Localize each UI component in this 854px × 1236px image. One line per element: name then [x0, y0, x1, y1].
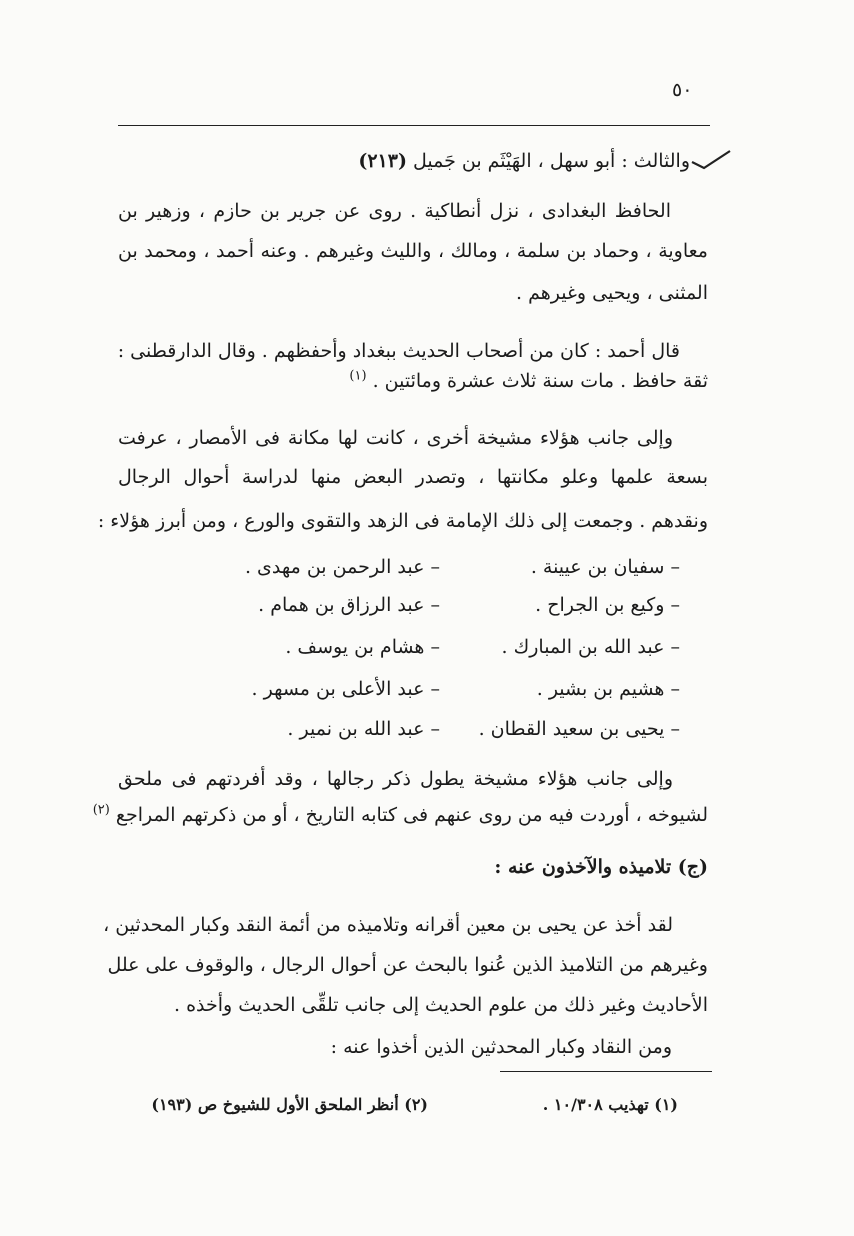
footnote-ref-1: (١) — [349, 368, 367, 384]
list-item — [150, 632, 680, 662]
paragraph-5-line-3: الأحاديث وغير ذلك من علوم الحديث إلى جانب تلقِّى الحديث وأخذه . — [173, 994, 708, 1016]
list-item-left: – عبد الرزاق بن همام . — [258, 594, 440, 616]
list-item-left: – عبد الأعلى بن مسهر . — [251, 678, 440, 700]
list-item — [150, 674, 680, 704]
paragraph-1-line-4: المثنى ، ويحيى وغيرهم . — [516, 282, 708, 304]
list-item-right: – عبد الله بن المبارك . — [501, 636, 680, 658]
list-item-right: – سفيان بن عيينة . — [530, 556, 680, 578]
page-number: ٥٠ — [672, 79, 693, 101]
list-item-right: – وكيع بن الجراح . — [535, 594, 680, 616]
footnote-rule — [500, 1071, 712, 1072]
paragraph-2-line-1: قال أحمد : كان من أصحاب الحديث ببغداد وأحفظهم . وقال الدارقطنى : — [117, 340, 680, 362]
header-rule — [118, 125, 710, 126]
list-item — [150, 714, 680, 744]
list-item-left: – عبد الرحمن بن مهدى . — [244, 556, 440, 578]
paragraph-2-text: ثقة حافظ . مات سنة ثلاث عشرة ومائتين . — [372, 370, 708, 392]
paragraph-1-line-3: معاوية ، وحماد بن سلمة ، ومالك ، والليث وغيرهم . وعنه أحمد ، ومحمد بن — [118, 240, 708, 262]
paragraph-1-lead: والثالث : أبو سهل ، الهَيْثَم بن جَميل — [412, 150, 690, 172]
paragraph-5-line-2: وغيرهم من التلاميذ الذين عُنوا بالبحث عن أحوال الرجال ، والوقوف على علل — [107, 954, 708, 976]
paragraph-4-line-2 — [92, 800, 708, 830]
footnote-2: (٢) أنظر الملحق الأول للشيوخ ص (١٩٣) — [151, 1095, 428, 1114]
list-item-right: – هشيم بن بشير . — [536, 678, 680, 700]
entry-number: (٢١٣) — [358, 150, 407, 172]
paragraph-3-line-2: بسعة علمها وعلو مكانتها ، وتصدر البعض منها لدراسة أحوال الرجال — [118, 466, 708, 488]
paragraph-1-line-1 — [120, 146, 690, 176]
paragraph-4-text: لشيوخه ، أوردت فيه من روى عنهم فى كتابه التاريخ ، أو من ذكرتهم المراجع — [115, 804, 708, 826]
footnote-1: (١) تهذيب ١٠/٣٠٨ . — [542, 1095, 678, 1114]
list-item — [150, 590, 680, 620]
section-heading: (ج) تلاميذه والآخذون عنه : — [494, 856, 708, 878]
paragraph-5-line-1: لقد أخذ عن يحيى بن معين أقرانه وتلاميذه من أئمة النقد وكبار المحدثين ، — [103, 914, 673, 936]
paragraph-3-line-3: ونقدهم . وجمعت إلى ذلك الإمامة فى الزهد والتقوى والورع ، ومن أبرز هؤلاء : — [97, 510, 708, 532]
paragraph-5-line-4: ومن النقاد وكبار المحدثين الذين أخذوا عنه : — [330, 1036, 672, 1058]
margin-check-mark — [690, 148, 732, 172]
paragraph-4-line-1: وإلى جانب هؤلاء مشيخة يطول ذكر رجالها ، وقد أفردتهم فى ملحق — [118, 768, 673, 790]
paragraph-3-line-1: وإلى جانب هؤلاء مشيخة أخرى ، كانت لها مكانة فى الأمصار ، عرفت — [118, 427, 673, 449]
list-item — [150, 552, 680, 582]
list-item-left: – هشام بن يوسف . — [285, 636, 440, 658]
footnote-ref-2: (٢) — [92, 802, 110, 818]
list-item-right: – يحيى بن سعيد القطان . — [478, 718, 680, 740]
paragraph-2-line-2 — [300, 366, 708, 396]
list-item-left: – عبد الله بن نمير . — [287, 718, 440, 740]
paragraph-1-line-2: الحافظ البغدادى ، نزل أنطاكية . روى عن جرير بن حازم ، وزهير بن — [118, 200, 671, 222]
